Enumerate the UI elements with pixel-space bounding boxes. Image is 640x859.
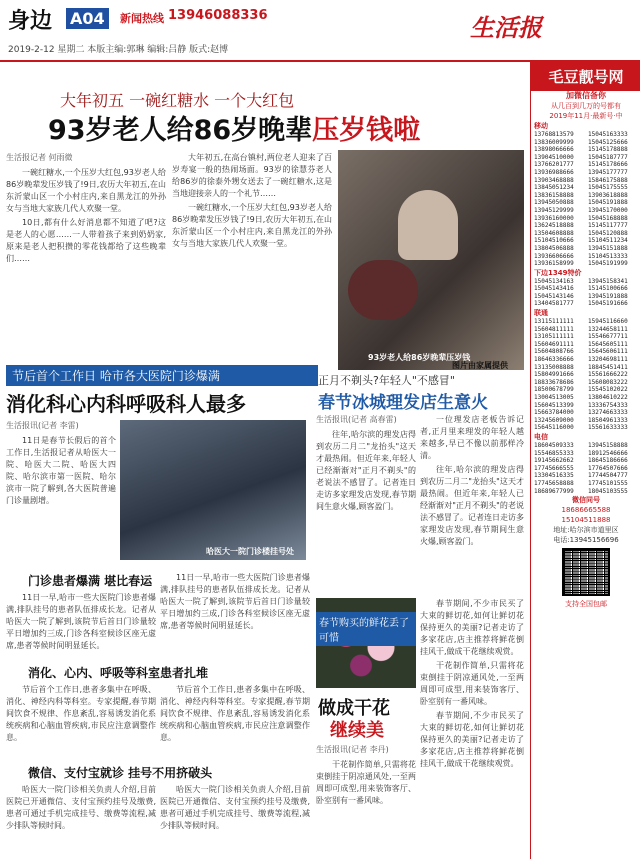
phone-number-item: 15045125666 bbox=[588, 138, 628, 146]
phone-number-item: 13404581777 bbox=[534, 300, 574, 308]
story2-subhead-3: 微信、支付宝就诊 挂号不用挤破头 bbox=[28, 766, 213, 780]
story2-sub1-paragraph: 11日一早,哈市一些大医院门诊患者爆满,排队挂号的患者队伍排成长龙。记者从哈医大一院了解到,该院节后首日门诊量较平日增加约三成,门诊各科室候诊区座无虚席,患者等候时间明显延长。 bbox=[160, 573, 310, 630]
date-line: 2019-2-12 星期二 本版主编:郭琳 编辑:吕静 版式:赵博 bbox=[8, 45, 229, 55]
story1-paragraph: 10日,都有什么好消息都不知道了吧?这是老人的心愿……一人带着孩子来到奶奶家,原来是老人把积攒的零花钱都给了这些晚辈们…… bbox=[6, 218, 166, 263]
section-name: 身边 bbox=[8, 8, 53, 34]
phone-number-item: 15604691111 bbox=[534, 340, 574, 348]
sidebar-category-a: 移动 bbox=[534, 122, 548, 130]
phone-number-item: 18045103555 bbox=[588, 487, 628, 495]
phone-number-item: 17745666555 bbox=[534, 464, 574, 472]
phone-number-item: 13336754333 bbox=[588, 401, 628, 409]
story2-sub1-paragraph: 11日一早,哈市一些大医院门诊患者爆满,排队挂号的患者队伍排成长龙。记者从哈医大一院了解到,该院节后首日门诊量较平日增加约三成,门诊各科室候诊区座无虚席,患者等候时间明显延长。 bbox=[6, 593, 156, 650]
story2-sub3-paragraph: 哈医大一院门诊相关负责人介绍,目前医院已开通微信、支付宝预约挂号及缴费,患者可通过手机完成挂号、缴费等流程,减少排队等候时间。 bbox=[6, 785, 156, 830]
phone-number-item: 18912546666 bbox=[588, 449, 628, 457]
phone-number-item: 13936158999 bbox=[534, 260, 574, 268]
phone-number-item: 15645605111 bbox=[588, 340, 628, 348]
phone-number-item: 15145100666 bbox=[588, 285, 628, 293]
phone-number-item: 15561633333 bbox=[588, 424, 628, 432]
story2-sub1-body-cont bbox=[160, 572, 310, 652]
story4-paragraph: 春节期间,不少市民买了大束的鲜切花,如何让鲜切花保持更久的美丽?记者走访了多家花店,店主推荐将鲜花倒挂风干,做成干花继续观赏。 bbox=[420, 599, 524, 656]
phone-number-item: 13945158341 bbox=[588, 277, 628, 285]
story3-body-col1 bbox=[316, 414, 416, 594]
story1-kicker: 大年初五 一碗红糖水 一个大红包 bbox=[60, 91, 295, 110]
phone-number-item: 13105111111 bbox=[534, 333, 574, 341]
newspaper-logo: 生活报 bbox=[470, 13, 542, 42]
story3-paragraph: 往年,哈尔滨的理发店得到农历二月二"龙抬头"这天才最热闹。但近年来,年轻人已经渐渐对"正月不剃头"的老说法不感冒了。记者连日走访多家理发店发现,春节期间生意火爆,顾客盈门。 bbox=[316, 430, 416, 511]
sidebar-note: 支持全国包邮 bbox=[565, 600, 607, 609]
sidebar-address: 地址:哈尔滨市道里区 bbox=[553, 526, 619, 535]
phone-number-item: 13945129999 bbox=[534, 206, 574, 214]
story4-paragraph: 春节期间,不少市民买了大束的鲜切花,如何让鲜切花保持更久的美丽?记者走访了多家花店,店主推荐将鲜花倒挂风干,做成干花继续观赏。 bbox=[420, 711, 524, 768]
story2-subhead-1: 门诊患者爆满 堪比春运 bbox=[28, 574, 153, 588]
sidebar-contact-title: 微信同号 bbox=[572, 496, 600, 505]
story1-photo-credit: 图片由家属提供 bbox=[452, 361, 508, 370]
phone-number-item: 13115111111 bbox=[534, 318, 574, 326]
story2-body-intro bbox=[6, 420, 116, 562]
number-list-c bbox=[531, 318, 640, 432]
sidebar-subtitle-1: 加微信备你 bbox=[566, 91, 606, 100]
story2-sub2-paragraph: 节后首个工作日,患者多集中在呼吸、消化、神经内科等科室。专家提醒,春节期间饮食不规律、作息紊乱,容易诱发消化系统疾病和心脑血管疾病,市民应注意调整作息。 bbox=[6, 685, 156, 742]
phone-number-item: 15045191666 bbox=[588, 300, 628, 308]
story2-byline: 生活报讯(记者 李雷) bbox=[6, 421, 79, 430]
story2-banner: 节后首个工作日 哈市各大医院门诊爆满 bbox=[6, 365, 318, 386]
story1-body-col1 bbox=[6, 152, 166, 358]
phone-number-item: 13804610222 bbox=[588, 394, 628, 401]
sidebar-advert bbox=[530, 62, 640, 859]
hotline-label: 新闻热线 bbox=[120, 12, 164, 25]
phone-number-item: 15608083222 bbox=[588, 378, 628, 386]
story2-paragraph: 11日是春节长假后的首个工作日,生活报记者从哈医大一院、哈医大二院、哈医大四院、哈尔滨市第一医院、哈尔滨市一院了解到,各大医院普遍门诊量剧增。 bbox=[6, 436, 116, 505]
phone-number-item: 18646336666 bbox=[534, 356, 574, 364]
phone-number-item: 13945177777 bbox=[588, 168, 628, 176]
number-list-d bbox=[531, 442, 640, 495]
phone-number-item: 15145117777 bbox=[588, 222, 628, 230]
number-list-a bbox=[531, 131, 640, 268]
story3-paragraph: 一位理发店老板告诉记者,正月里来理发的年轻人越来越多,早已不像以前那样冷清。 bbox=[420, 415, 524, 460]
story2-sub2-body bbox=[6, 684, 156, 754]
phone-number-item: 15104510666 bbox=[534, 237, 574, 245]
phone-number-item: 13936606666 bbox=[534, 252, 574, 260]
story3-headline: 春节冰城理发店生意火 bbox=[318, 393, 488, 413]
phone-number-item: 15045143416 bbox=[534, 285, 574, 293]
phone-number-item: 17745658888 bbox=[534, 479, 574, 487]
phone-number-item: 15045134163 bbox=[534, 277, 574, 285]
phone-number-item: 13244658111 bbox=[588, 325, 628, 333]
phone-number-item: 19145662662 bbox=[534, 457, 574, 465]
phone-number-item: 13903618888 bbox=[588, 191, 628, 199]
sidebar-contact-1: 18686665588 bbox=[561, 506, 611, 515]
phone-number-item: 13945050888 bbox=[534, 199, 574, 207]
phone-number-item: 15945116660 bbox=[588, 318, 628, 326]
phone-number-item: 13245609000 bbox=[534, 416, 574, 424]
phone-number-item: 13845051234 bbox=[534, 184, 574, 192]
sidebar-category-c: 联通 bbox=[534, 309, 548, 318]
phone-number-item: 15104511234 bbox=[588, 237, 628, 245]
story2-headline: 消化科心内科呼吸科人最多 bbox=[6, 392, 246, 416]
story3-body-col2 bbox=[420, 414, 524, 594]
story3-kicker: 正月不剃头?年轻人"不感冒" bbox=[318, 374, 455, 387]
phone-number-item: 15145178888 bbox=[588, 146, 628, 154]
phone-number-item: 15604808766 bbox=[534, 348, 574, 356]
page-header bbox=[0, 0, 640, 62]
elder-figure bbox=[398, 190, 458, 260]
sidebar-category-d: 电信 bbox=[534, 432, 548, 441]
phone-number-item: 18833678686 bbox=[534, 378, 574, 386]
phone-number-item: 13898066666 bbox=[534, 146, 574, 154]
story2-sub2-body-cont bbox=[160, 684, 310, 754]
phone-number-item: 13836158888 bbox=[534, 191, 574, 199]
phone-number-item: 15663784000 bbox=[534, 409, 574, 417]
phone-number-item: 13936988666 bbox=[534, 168, 574, 176]
sidebar-category-b: 下边1349特价 bbox=[534, 268, 582, 277]
relative-figure bbox=[348, 260, 418, 320]
phone-number-item: 15645606111 bbox=[588, 348, 628, 356]
phone-number-item: 15546677711 bbox=[588, 333, 628, 341]
phone-number-item: 15804991666 bbox=[534, 371, 574, 379]
phone-number-item: 18604509333 bbox=[534, 441, 574, 449]
story1-body-col2 bbox=[172, 152, 332, 358]
phone-number-item: 13945158888 bbox=[588, 441, 628, 449]
story4-headline-2: 继续美 bbox=[330, 720, 384, 741]
story4-body-col2 bbox=[316, 744, 416, 856]
story1-paragraph: 一碗红糖水,一个压岁大红包,93岁老人给86岁晚辈发压岁钱了!9日,农历大年初五,在山东沂蒙山区一个小村庄内,来自黑龙江的外孙女与当地大家族几代人欢聚一堂。 bbox=[172, 203, 332, 248]
phone-number-item: 13836009999 bbox=[534, 138, 574, 146]
story1-paragraph: 一碗红糖水,一个压岁大红包,93岁老人给86岁晚辈发压岁钱了!9日,农历大年初五,在山东沂蒙山区一个小村庄内,来自黑龙江的外孙女与当地大家族几代人欢聚一堂。 bbox=[6, 168, 166, 213]
story2-subhead-2: 消化、心内、呼吸等科室患者扎堆 bbox=[28, 666, 209, 680]
phone-number-item: 13936160000 bbox=[534, 214, 574, 222]
phone-number-item: 13624518888 bbox=[534, 222, 574, 230]
hotline-number: 13946088336 bbox=[168, 8, 268, 23]
story2-sub3-body-cont bbox=[160, 784, 310, 856]
page-number-badge: A04 bbox=[66, 8, 109, 29]
story4-paragraph: 干花制作简单,只需将花束倒挂于阴凉通风处,一至两周即可成型,用来装饰客厅、卧室别有一番风味。 bbox=[420, 661, 524, 706]
story2-photo bbox=[120, 420, 306, 560]
phone-number-item: 15604513399 bbox=[534, 401, 574, 409]
number-list-b bbox=[531, 278, 640, 308]
phone-number-item: 13004513005 bbox=[534, 394, 574, 401]
story4-tag: 春节购买的鲜花丢了可惜 bbox=[316, 612, 416, 646]
phone-number-item: 13274663333 bbox=[588, 409, 628, 417]
phone-number-item: 13945191888 bbox=[588, 292, 628, 300]
phone-number-item: 13135008888 bbox=[534, 363, 574, 371]
story2-sub3-paragraph: 哈医大一院门诊相关负责人介绍,目前医院已开通微信、支付宝预约挂号及缴费,患者可通过手机完成挂号、缴费等流程,减少排队等候时间。 bbox=[160, 785, 310, 830]
phone-number-item: 13766201777 bbox=[534, 161, 574, 169]
phone-number-item: 15045120888 bbox=[588, 229, 628, 237]
phone-number-item: 15045187777 bbox=[588, 153, 628, 161]
story1-photo bbox=[338, 150, 524, 370]
phone-number-item: 13945170000 bbox=[588, 206, 628, 214]
phone-number-item: 15645116000 bbox=[534, 424, 574, 432]
sidebar-title: 毛豆靓号网 bbox=[531, 62, 640, 91]
story4-paragraph: 干花制作简单,只需将花束倒挂于阴凉通风处,一至两周即可成型,用来装饰客厅、卧室别有一番风味。 bbox=[316, 760, 416, 805]
phone-number-item: 13904510000 bbox=[534, 153, 574, 161]
phone-number-item: 13945151888 bbox=[588, 244, 628, 252]
story1-paragraph: 大年初五,在高台镇村,两位老人迎来了百岁寿宴一般的热闹场面。93岁的徐慧芬老人给86岁的徐泰外甥女送去了一碗红糖水,这是当地迎接亲人的一个礼节…… bbox=[172, 153, 332, 198]
sidebar-contact-2: 15104511888 bbox=[561, 516, 611, 525]
story2-photo-caption: 哈医大一院门诊楼挂号处 bbox=[206, 547, 294, 556]
phone-number-item: 15545102022 bbox=[588, 386, 628, 394]
phone-number-item: 15104513333 bbox=[588, 252, 628, 260]
phone-number-item: 13204698111 bbox=[588, 356, 628, 364]
phone-number-item: 15846175888 bbox=[588, 176, 628, 184]
story4-byline: 生活报讯(记者 李丹) bbox=[316, 745, 389, 754]
story1-headline-red: 压岁钱啦 bbox=[312, 115, 421, 146]
sidebar-subtitle-3: 2019年11月·最新号·中 bbox=[549, 112, 623, 120]
story4-body-col1 bbox=[420, 598, 524, 856]
phone-number-item: 15045168888 bbox=[588, 214, 628, 222]
qr-code-icon bbox=[562, 548, 610, 596]
story1-headline-black: 93岁老人给86岁晚辈 bbox=[48, 115, 313, 146]
phone-number-item: 15561666222 bbox=[588, 371, 628, 379]
phone-number-item: 15045175555 bbox=[588, 184, 628, 192]
phone-number-item: 18504961333 bbox=[588, 416, 628, 424]
story3-paragraph: 往年,哈尔滨的理发店得到农历二月二"龙抬头"这天才最热闹。但近年来,年轻人已经渐渐对"正月不剃头"的老说法不感冒了。记者连日走访多家理发店发现,春节期间生意火爆,顾客盈门。 bbox=[420, 465, 524, 546]
phone-number-item: 13304516335 bbox=[534, 472, 574, 480]
phone-number-item: 13768813579 bbox=[534, 131, 574, 138]
phone-number-item: 18645186666 bbox=[588, 457, 628, 465]
story2-sub1-body bbox=[6, 592, 156, 652]
phone-number-item: 18500678799 bbox=[534, 386, 574, 394]
phone-number-item: 18845451411 bbox=[588, 363, 628, 371]
story3-byline: 生活报讯(记者 高春雷) bbox=[316, 415, 397, 424]
phone-number-item: 17745101555 bbox=[588, 479, 628, 487]
phone-number-item: 13504608888 bbox=[534, 229, 574, 237]
phone-number-item: 17744504777 bbox=[588, 472, 628, 480]
phone-number-item: 13903468888 bbox=[534, 176, 574, 184]
phone-number-item: 13804506888 bbox=[534, 244, 574, 252]
phone-number-item: 18689677999 bbox=[534, 487, 574, 495]
phone-number-item: 15145178666 bbox=[588, 161, 628, 169]
phone-number-item: 15604811111 bbox=[534, 325, 574, 333]
story4-headline-1: 做成干花 bbox=[318, 698, 390, 719]
phone-number-item: 17764507666 bbox=[588, 464, 628, 472]
phone-number-item: 15546855333 bbox=[534, 449, 574, 457]
phone-number-item: 15045163333 bbox=[588, 131, 628, 138]
phone-number-item: 15045191888 bbox=[588, 199, 628, 207]
phone-number-item: 15045143146 bbox=[534, 292, 574, 300]
sidebar-phone: 电话:13945156696 bbox=[553, 536, 619, 545]
sidebar-subtitle-2: 从几百到几万的号都有 bbox=[551, 102, 621, 110]
story1-byline: 生活报记者 何雨微 bbox=[6, 153, 73, 162]
story2-sub2-paragraph: 节后首个工作日,患者多集中在呼吸、消化、神经内科等科室。专家提醒,春节期间饮食不规律、作息紊乱,容易诱发消化系统疾病和心脑血管疾病,市民应注意调整作息。 bbox=[160, 685, 310, 742]
story1-headline bbox=[48, 108, 420, 147]
story2-sub3-body bbox=[6, 784, 156, 856]
story1-photo-caption: 93岁老人给86岁晚辈压岁钱 bbox=[368, 353, 471, 362]
phone-number-item: 15045191999 bbox=[588, 260, 628, 268]
